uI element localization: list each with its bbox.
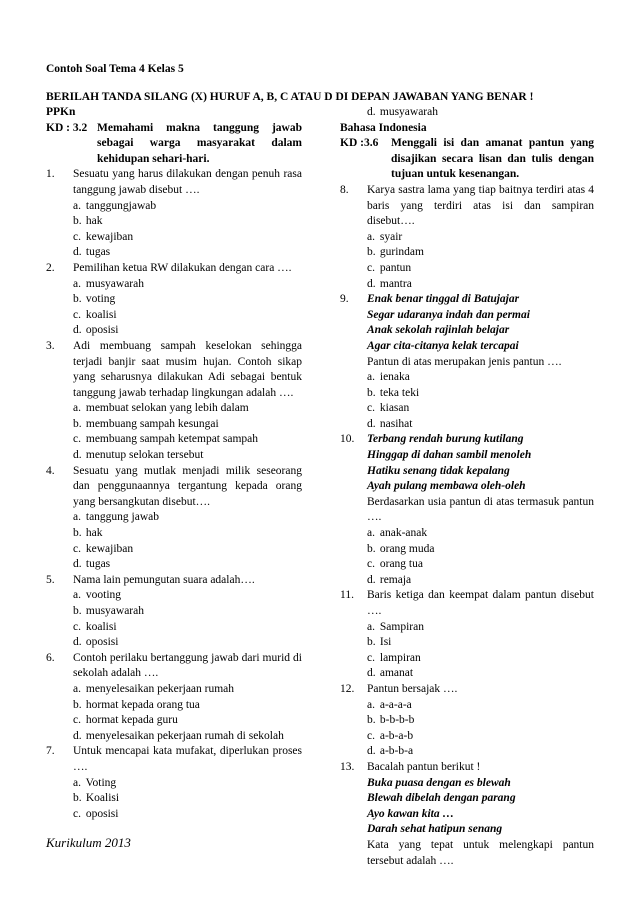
question-stem: Nama lain pemungutan suara adalah….: [73, 573, 255, 586]
option-letter: d.: [367, 745, 376, 758]
question-item: [340, 183, 594, 230]
pantun-line: Agar cita-citanya kelak tercapai: [367, 339, 519, 352]
option-text: membuang sampah ketempat sampah: [85, 433, 259, 446]
question-item: [340, 760, 594, 869]
question-option[interactable]: [46, 292, 302, 308]
question-body: [367, 760, 594, 869]
question-option[interactable]: [340, 417, 594, 433]
subject-heading-ppkn: PPKn: [46, 106, 76, 118]
question-stem: Karya sastra lama yang tiap baitnya terdiri atas 4 baris yang terdiri atas isi dan sampiran disebut….: [367, 183, 594, 228]
option-letter: d.: [73, 558, 82, 571]
kd-block-ppkn: [46, 121, 302, 168]
option-text: tanggung jawab: [85, 511, 160, 524]
option-text: a-b-a-b: [379, 729, 414, 742]
option-letter: c.: [73, 308, 81, 321]
option-letter: a.: [367, 698, 375, 711]
pantun-line: Hatiku senang tidak kepalang: [367, 464, 510, 477]
subject-heading-bahasa: Bahasa Indonesia: [340, 121, 427, 134]
question-option[interactable]: [46, 791, 302, 807]
question-number: 11.: [340, 589, 354, 602]
option-text: orang muda: [379, 542, 435, 555]
option-text: Isi: [379, 636, 392, 649]
question-option[interactable]: [340, 526, 594, 542]
question-number: 12.: [340, 682, 355, 695]
option-letter: c.: [73, 542, 81, 555]
option-text: kewajiban: [85, 542, 134, 555]
question-option[interactable]: [340, 105, 594, 121]
kd-code: KD : 3.2: [46, 121, 88, 134]
pantun-line: Segar udaranya indah dan permai: [367, 308, 530, 321]
question-option[interactable]: [340, 713, 594, 729]
option-text: Sampiran: [379, 620, 424, 633]
option-text: gurindam: [379, 246, 424, 259]
option-letter: b.: [73, 293, 82, 306]
question-option[interactable]: [46, 432, 302, 448]
question-option[interactable]: [46, 557, 302, 573]
question-option[interactable]: [46, 230, 302, 246]
option-letter: a.: [73, 682, 81, 695]
question-option[interactable]: [46, 776, 302, 792]
question-body: [73, 167, 302, 198]
option-text: tugas: [85, 246, 111, 259]
footer-curriculum: Kurikulum 2013: [46, 835, 131, 850]
option-text: menyelesaikan pekerjaan rumah di sekolah: [85, 729, 284, 742]
question-option[interactable]: [340, 729, 594, 745]
option-text: kewajiban: [85, 230, 134, 243]
option-letter: d.: [73, 246, 82, 259]
option-letter: b.: [73, 417, 82, 430]
question-option[interactable]: [340, 277, 594, 293]
option-letter: c.: [73, 807, 81, 820]
question-stem: Sesuatu yang harus dilakukan dengan penuh rasa tanggung jawab disebut ….: [73, 168, 302, 196]
option-letter: c.: [367, 729, 375, 742]
question-option[interactable]: [340, 370, 594, 386]
option-text: musyawarah: [85, 605, 144, 617]
option-text: kiasan: [379, 402, 410, 415]
question-stem: Pemilihan ketua RW dilakukan dengan cara ….: [73, 261, 292, 274]
option-letter: c.: [367, 402, 375, 415]
option-text: nasihat: [379, 417, 413, 430]
option-letter: b.: [73, 215, 82, 228]
question-option[interactable]: [46, 526, 302, 542]
option-text: voting: [85, 293, 116, 306]
option-letter: b.: [367, 246, 376, 259]
pantun-line: Ayo kawan kita …: [367, 807, 455, 820]
option-text: b-b-b-b: [379, 714, 415, 727]
option-text: amanat: [379, 667, 414, 680]
question-option[interactable]: [46, 588, 302, 604]
option-text: mantra: [379, 277, 412, 290]
question-body: [367, 183, 594, 230]
pantun-line: Terbang rendah burung kutilang: [367, 433, 524, 446]
option-text: hormat kepada guru: [85, 714, 178, 727]
option-letter: b.: [367, 636, 376, 649]
option-letter: d.: [73, 324, 82, 337]
question-item: [340, 588, 594, 619]
option-text: Koalisi: [85, 792, 120, 805]
option-letter: d.: [73, 729, 82, 742]
question-option[interactable]: [46, 448, 302, 464]
question-followup: Kata yang tepat untuk melengkapi pantun tersebut adalah ….: [367, 838, 594, 867]
question-body: [367, 682, 594, 698]
question-option[interactable]: [340, 557, 594, 573]
question-item: [46, 464, 302, 511]
question-number: 6.: [46, 651, 55, 664]
question-item: [46, 651, 302, 682]
option-text: teka teki: [379, 386, 420, 399]
question-number: 7.: [46, 745, 55, 758]
question-item: [340, 292, 594, 370]
question-number: 4.: [46, 464, 55, 477]
question-option[interactable]: [46, 417, 302, 433]
option-text: hak: [85, 527, 103, 540]
option-letter: d.: [367, 667, 376, 680]
option-letter: a.: [367, 527, 375, 540]
option-text: koalisi: [85, 308, 117, 321]
option-letter: c.: [367, 651, 375, 664]
right-column: [340, 105, 594, 869]
option-text: orang tua: [379, 558, 423, 571]
option-letter: b.: [367, 386, 376, 399]
question-body: [73, 464, 302, 511]
option-letter: c.: [73, 714, 81, 727]
option-letter: c.: [367, 261, 375, 274]
option-letter: d.: [367, 277, 376, 290]
option-letter: a.: [73, 589, 81, 602]
question-option[interactable]: [46, 277, 302, 293]
question-option[interactable]: [46, 635, 302, 651]
question-stem: Contoh perilaku bertanggung jawab dari murid di sekolah adalah ….: [73, 651, 302, 680]
option-letter: d.: [367, 417, 376, 430]
question-item: [46, 339, 302, 401]
option-text: hormat kepada orang tua: [85, 698, 200, 711]
left-column: [46, 105, 302, 822]
option-text: tanggungjawab: [85, 199, 157, 212]
option-letter: c.: [73, 433, 81, 446]
question-body: [367, 292, 594, 370]
option-text: syair: [379, 230, 403, 243]
question-option[interactable]: [340, 230, 594, 246]
instruction-text: BERILAH TANDA SILANG (X) HURUF A, B, C ATAU D DI DEPAN JAWABAN YANG BENAR !: [46, 91, 534, 103]
option-letter: d.: [73, 449, 82, 462]
option-text: remaja: [379, 573, 412, 586]
option-letter: a.: [73, 402, 81, 415]
question-option[interactable]: [46, 199, 302, 215]
question-body: [367, 432, 594, 526]
option-letter: a.: [367, 230, 375, 243]
question-option[interactable]: [46, 713, 302, 729]
question-option[interactable]: [340, 245, 594, 261]
question-stem: Untuk mencapai kata mufakat, diperlukan proses ….: [73, 745, 302, 773]
option-letter: d.: [367, 573, 376, 586]
question-option[interactable]: [46, 807, 302, 823]
question-option[interactable]: [46, 245, 302, 261]
question-number: 8.: [340, 183, 349, 196]
option-text: musyawarah: [85, 277, 144, 290]
question-list-ppkn: [46, 167, 302, 822]
option-text: pantun: [379, 261, 412, 274]
question-stem: Pantun bersajak ….: [367, 682, 458, 695]
question-option[interactable]: [340, 573, 594, 589]
question-item: [340, 432, 594, 526]
question-body: [73, 651, 302, 682]
question-list-bahasa: [340, 183, 594, 869]
question-option[interactable]: [340, 386, 594, 402]
question-option[interactable]: [340, 666, 594, 682]
question-stem: Sesuatu yang mutlak menjadi milik seseorang dan penggunaannya tergantung kepada orang yang bersangkutan disebut….: [73, 464, 302, 508]
question-option[interactable]: [46, 729, 302, 745]
option-text: menutup selokan tersebut: [85, 449, 204, 462]
kd-text: Memahami makna tanggung jawab sebagai warga masyarakat dalam kehidupan sehari-hari.: [97, 121, 302, 165]
question-item: [340, 682, 594, 698]
option-letter: d.: [73, 636, 82, 649]
question-option[interactable]: [340, 401, 594, 417]
pantun-line: Hinggap di dahan sambil menoleh: [367, 449, 532, 462]
option-text: tugas: [85, 558, 111, 571]
option-letter: a.: [73, 277, 81, 290]
question-number: 1.: [46, 168, 55, 181]
option-letter: d.: [367, 106, 376, 118]
question-option[interactable]: [340, 620, 594, 636]
option-text: hak: [85, 215, 103, 228]
question-option[interactable]: [46, 604, 302, 620]
question-option[interactable]: [340, 635, 594, 651]
pantun-line: Buka puasa dengan es blewah: [367, 776, 511, 789]
question-option[interactable]: [46, 401, 302, 417]
question-number: 10.: [340, 433, 355, 446]
question-option[interactable]: [46, 698, 302, 714]
option-text: oposisi: [85, 807, 119, 820]
option-text: anak-anak: [379, 527, 428, 540]
question-number: 5.: [46, 573, 55, 586]
question-item: [46, 744, 302, 775]
question-option[interactable]: [46, 542, 302, 558]
kd-block-bahasa: [340, 136, 594, 183]
question-number: 3.: [46, 339, 55, 352]
question-body: [73, 573, 302, 589]
document-title: Contoh Soal Tema 4 Kelas 5: [46, 63, 184, 75]
question-option[interactable]: [46, 682, 302, 698]
option-letter: b.: [367, 542, 376, 555]
pantun-line: Enak benar tinggal di Batujajar: [367, 293, 520, 306]
question-number: 13.: [340, 760, 355, 773]
option-letter: c.: [73, 230, 81, 243]
kd-text: Menggali isi dan amanat pantun yang disajikan secara lisan dan tulis dengan tujuan untuk kesenangan.: [391, 137, 594, 181]
question-option[interactable]: [340, 744, 594, 760]
option-letter: a.: [73, 776, 81, 789]
question-option[interactable]: [46, 214, 302, 230]
pantun-line: Darah sehat hatipun senang: [367, 823, 503, 836]
question-body: [73, 339, 302, 401]
option-letter: b.: [367, 714, 376, 727]
option-letter: a.: [367, 620, 375, 633]
question-item: [46, 167, 302, 198]
question-option[interactable]: [340, 542, 594, 558]
option-text: ienaka: [379, 371, 410, 384]
option-text: oposisi: [85, 324, 119, 337]
pantun-line: Ayah pulang membawa oleh-oleh: [367, 480, 526, 493]
option-text: menyelesaikan pekerjaan rumah: [85, 682, 235, 695]
option-text: a-a-a-a: [379, 698, 412, 711]
option-text: koalisi: [85, 620, 117, 633]
option-letter: a.: [367, 371, 375, 384]
question-number: 2.: [46, 261, 55, 274]
question-body: [73, 744, 302, 775]
question-followup: Berdasarkan usia pantun di atas termasuk pantun ….: [367, 495, 594, 524]
question-number: 9.: [340, 293, 349, 306]
question-body: [367, 588, 594, 619]
question-followup: Pantun di atas merupakan jenis pantun ….: [367, 355, 562, 368]
question-option[interactable]: [340, 261, 594, 277]
question-option[interactable]: [46, 620, 302, 636]
option-letter: b.: [73, 698, 82, 711]
option-letter: b.: [73, 792, 82, 805]
option-letter: b.: [73, 605, 82, 617]
option-text: Voting: [85, 776, 117, 789]
question-option[interactable]: [46, 323, 302, 339]
option-text: a-b-b-a: [379, 745, 414, 758]
option-text: membuang sampah kesungai: [85, 417, 219, 430]
option-text: vooting: [85, 589, 122, 602]
kd-code: KD :3.6: [340, 137, 379, 150]
option-letter: c.: [73, 620, 81, 633]
pantun-line: Blewah dibelah dengan parang: [367, 792, 516, 805]
option-text: oposisi: [85, 636, 119, 649]
pantun-line: Anak sekolah rajinlah belajar: [367, 324, 510, 337]
question-option[interactable]: [46, 308, 302, 324]
option-letter: b.: [73, 527, 82, 540]
question-stem: Bacalah pantun berikut !: [367, 760, 481, 773]
question-stem: Baris ketiga dan keempat dalam pantun disebut ….: [367, 589, 594, 617]
option-letter: c.: [367, 558, 375, 571]
question-item: [46, 261, 302, 277]
question-option[interactable]: [340, 651, 594, 667]
question-body: [73, 261, 302, 277]
option-text: lampiran: [379, 651, 421, 664]
question-stem: Adi membuang sampah keselokan sehingga terjadi banjir saat musim hujan. Contoh sikap yang seharusnya dilakukan Adi sebagai bentuk tanggung jawab terhadap lingkungan adalah ….: [73, 339, 302, 399]
question-option[interactable]: [46, 510, 302, 526]
option-letter: a.: [73, 511, 81, 524]
question-option[interactable]: [340, 698, 594, 714]
option-text: musyawarah: [379, 106, 438, 118]
option-letter: a.: [73, 199, 81, 212]
option-text: membuat selokan yang lebih dalam: [85, 402, 249, 415]
question-item: [46, 573, 302, 589]
